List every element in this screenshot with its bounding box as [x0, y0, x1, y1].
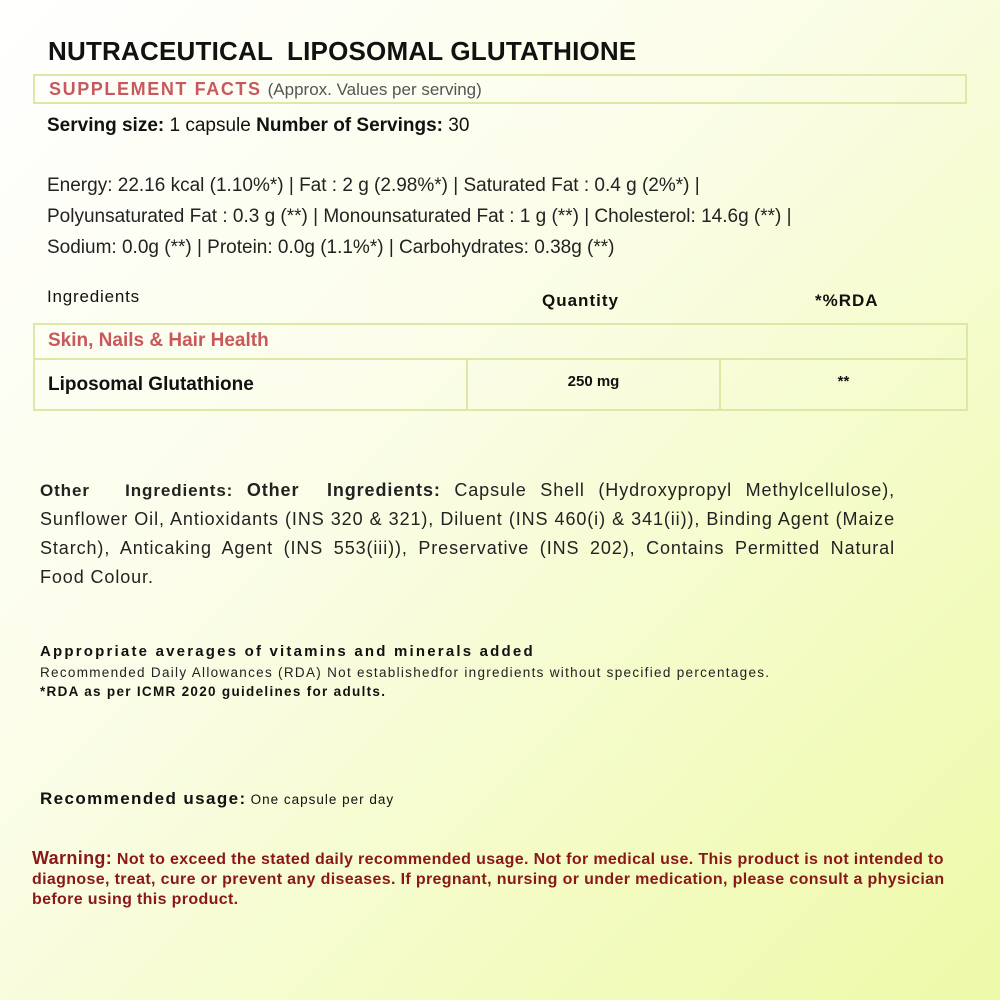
nutrition-line: Polyunsaturated Fat : 0.3 g (**) | Monounsaturated Fat : 1 g (**) | Cholesterol: 14.6g (**) |	[47, 206, 792, 227]
serving-size-value: 1 capsule	[169, 115, 251, 136]
product-title	[48, 36, 650, 67]
ingredient-rda: **	[837, 373, 850, 390]
quantity-header: Quantity	[542, 291, 619, 310]
nutrition-line: Energy: 22.16 kcal (1.10%*) | Fat : 2 g (2.98%*) | Saturated Fat : 0.4 g (2%*) |	[47, 175, 700, 196]
ingredients-table	[33, 323, 968, 411]
warning-label: Warning:	[32, 848, 113, 868]
ingredient-quantity: 250 mg	[567, 373, 620, 390]
icmr-note: *RDA as per ICMR 2020 guidelines for adults.	[40, 684, 387, 699]
warning-text	[32, 848, 962, 910]
other-ingredients-text: Capsule Shell (Hydroxypropyl Methylcellulose), Sunflower Oil, Antioxidants (INS 320 & 321), Diluent (INS 460(i) & 341(ii)), Binding Agent (Maize Starch), Anticaking Agent (INS 553(iii)), Preservative (INS 202), Contains Permitted Natural Food Colour.	[40, 480, 895, 587]
supplement-facts-header	[33, 74, 967, 104]
averages-heading: Appropriate averages of vitamins and minerals added	[40, 643, 535, 660]
brand-label: NUTRACEUTICAL	[48, 36, 274, 66]
ingredients-header: Ingredients	[47, 287, 140, 306]
other-ingredients-label: Other Ingredients:	[40, 481, 234, 500]
supplement-facts-title	[49, 79, 482, 100]
other-ingredients-label-repeat: Other Ingredients:	[246, 480, 441, 500]
product-name: LIPOSOMAL GLUTATHIONE	[287, 36, 637, 66]
nutrition-line: Sodium: 0.0g (**) | Protein: 0.0g (1.1%*) | Carbohydrates: 0.38g (**)	[47, 237, 615, 258]
usage-value: One capsule per day	[250, 792, 395, 807]
serving-info	[47, 115, 469, 137]
facts-subtitle: (Approx. Values per serving)	[267, 80, 482, 99]
rda-header: *%RDA	[815, 291, 879, 310]
rda-note: Recommended Daily Allowances (RDA) Not establishedfor ingredients without specified percentages.	[40, 665, 771, 680]
warning-body: Not to exceed the stated daily recommended usage. Not for medical use. This product is not intended to diagnose, treat, cure or prevent any diseases. If pregnant, nursing or under medication, please consult a physician before using this product.	[32, 851, 945, 908]
servings-count-value: 30	[448, 115, 470, 136]
category-label: Skin, Nails & Hair Health	[48, 330, 269, 351]
ingredient-name: Liposomal Glutathione	[48, 374, 254, 395]
recommended-usage	[40, 789, 394, 809]
other-ingredients	[40, 476, 895, 592]
table-divider	[35, 358, 966, 360]
nutrition-info	[47, 170, 947, 263]
servings-count-label: Number of Servings:	[256, 115, 443, 136]
serving-size-label: Serving size:	[47, 115, 165, 136]
facts-title-text: SUPPLEMENT FACTS	[49, 79, 262, 99]
usage-label: Recommended usage:	[40, 789, 247, 808]
